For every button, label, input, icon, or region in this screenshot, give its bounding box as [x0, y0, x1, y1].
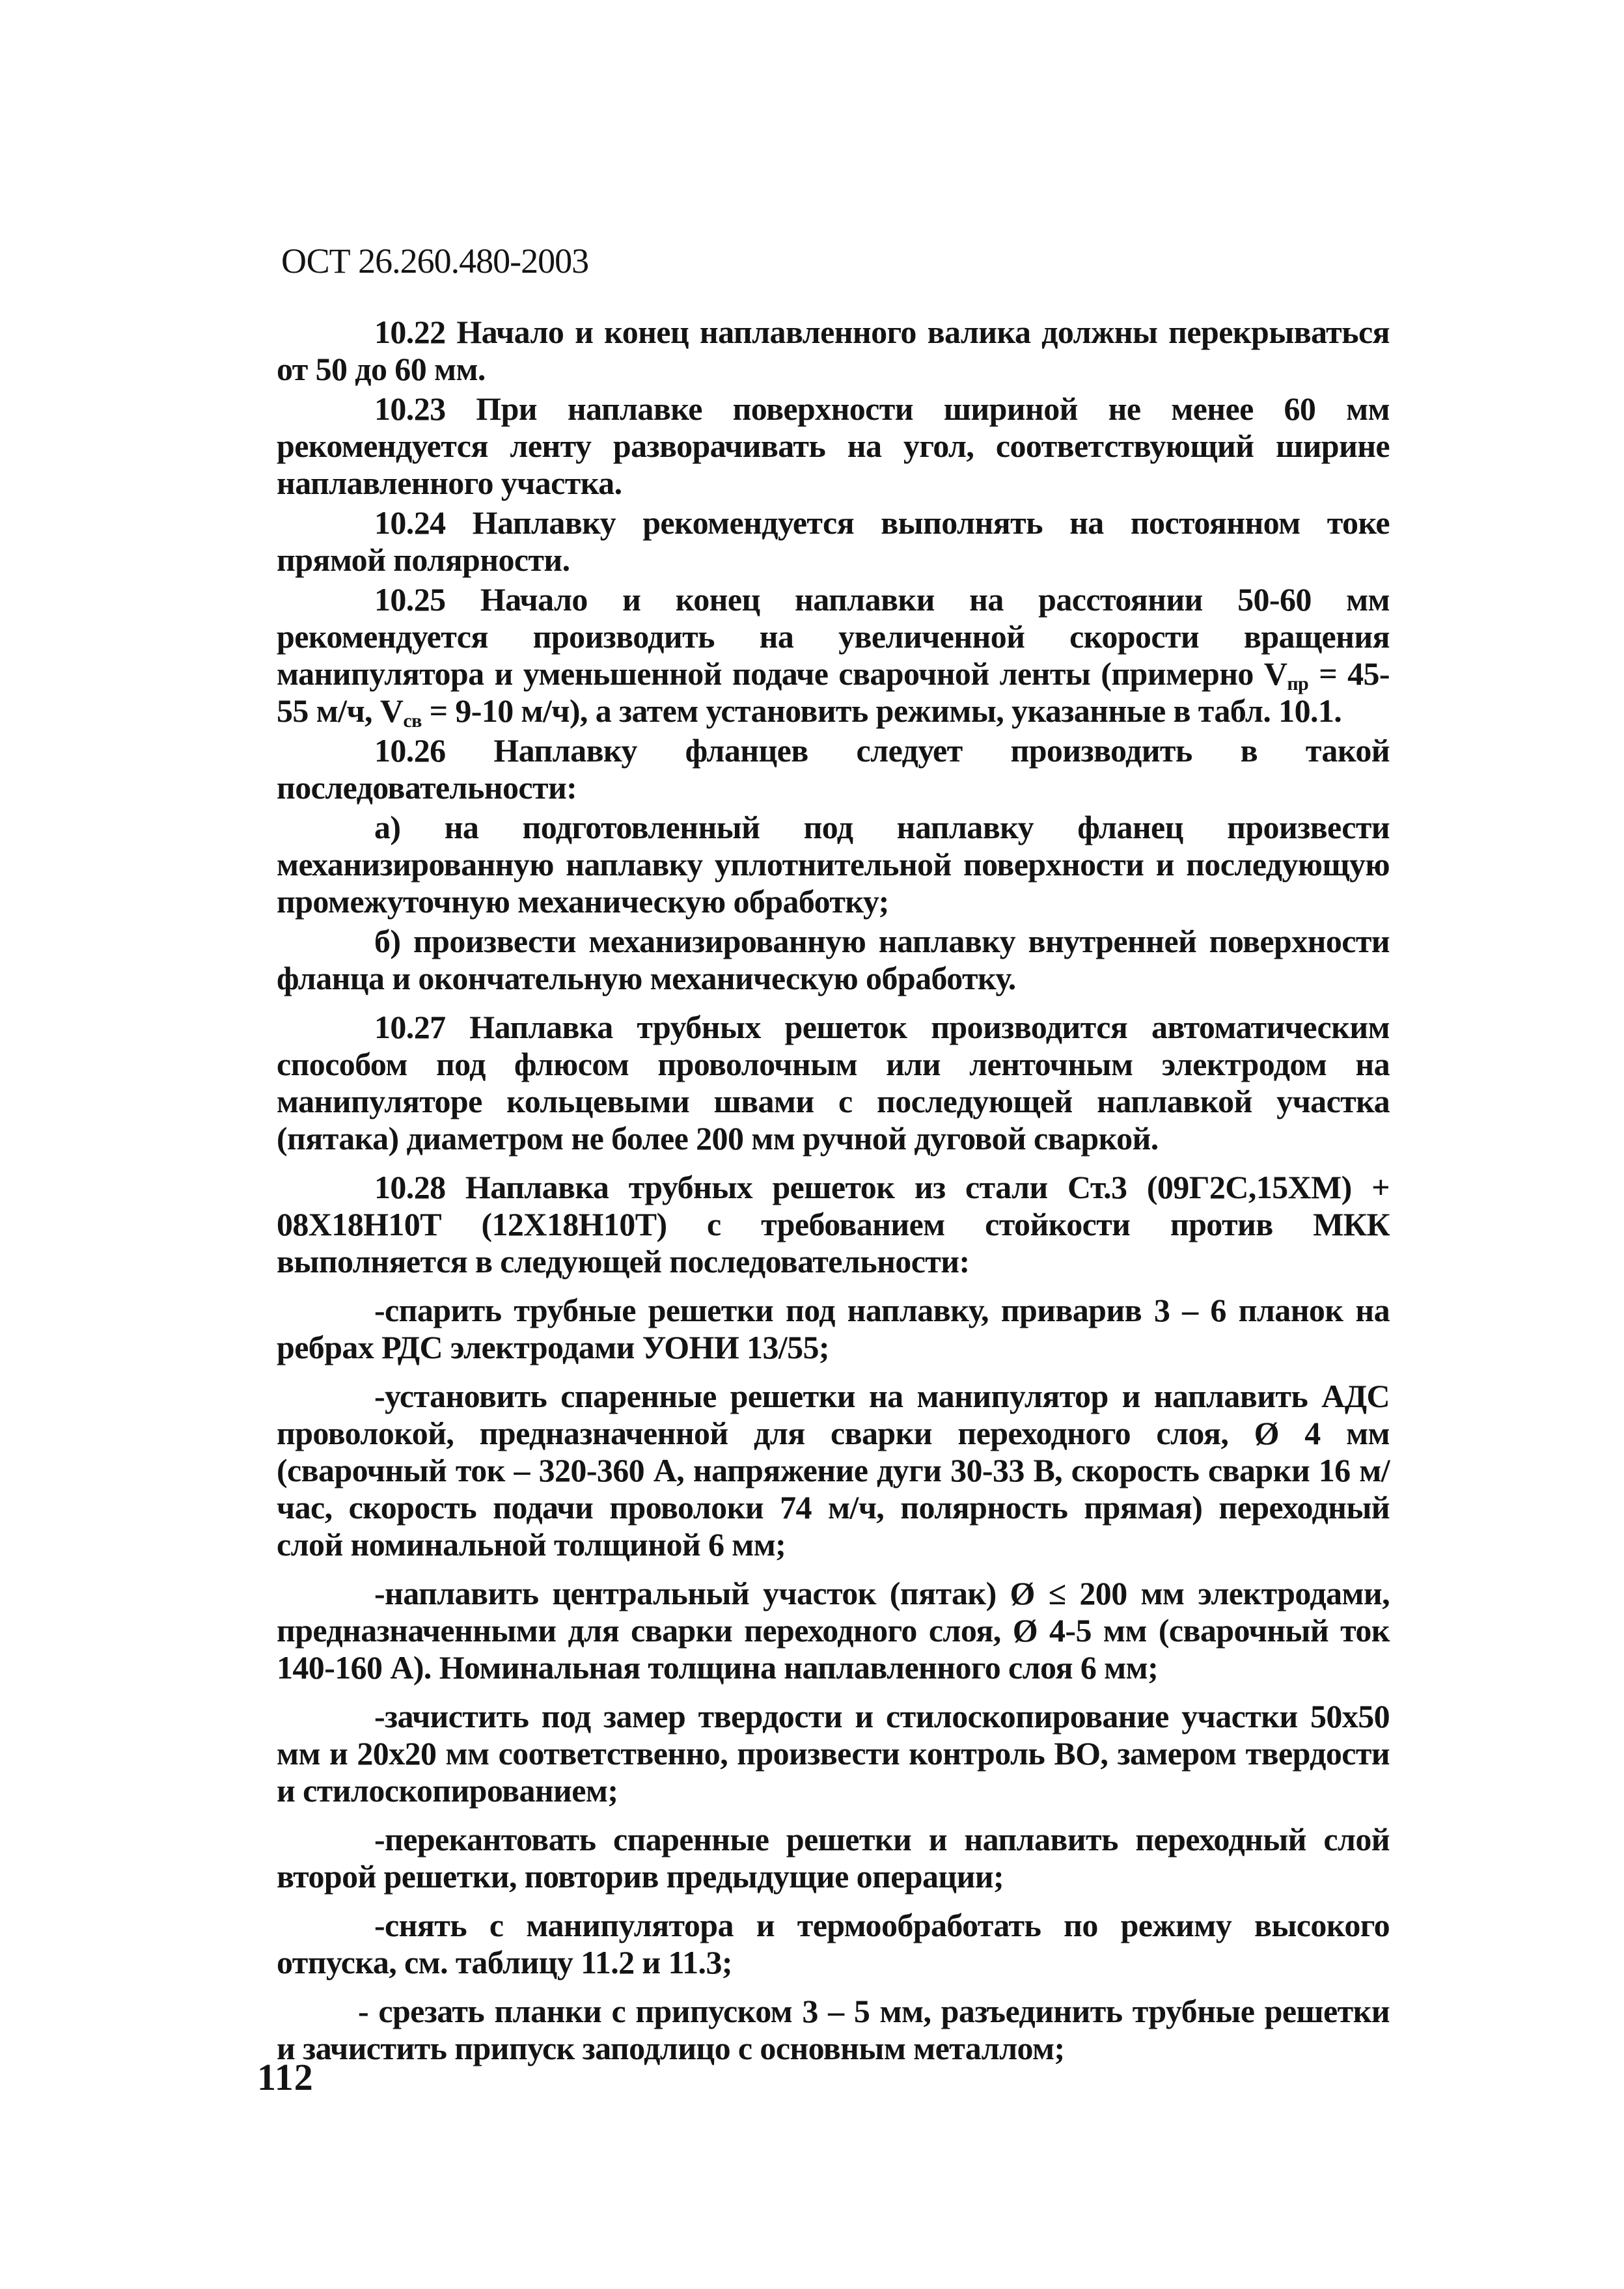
step-turn-over: -перекантовать спаренные решетки и наплавить переходный слой второй решетки, повторив предыдущие операции;: [277, 1821, 1390, 1895]
step-clad-center: -наплавить центральный участок (пятак) Ø ≤ 200 мм электродами, предназначенными для сварки переходного слоя, Ø 4-5 мм (сварочный ток 140-160 А). Номинальная толщина наплавленного слоя 6 мм;: [277, 1575, 1390, 1686]
clause-10-25-part-a: 10.25 Начало и конец наплавки на расстоянии 50-60 мм рекомендуется производить на увеличенной скорости вращения манипулятора и уменьшенной подаче сварочной ленты (примерно V: [277, 581, 1390, 692]
clause-10-23: 10.23 При наплавке поверхности шириной не менее 60 мм рекомендуется ленту разворачивать на угол, соответствующий ширине наплавленного участка.: [277, 391, 1390, 501]
clause-10-28: 10.28 Наплавка трубных решеток из стали Ст.3 (09Г2С,15ХМ) + 08Х18Н10Т (12Х18Н10Т) с требованием стойкости против МКК выполняется в следующей последовательности:: [277, 1169, 1390, 1280]
subscript-pr: пр: [1287, 673, 1309, 694]
document-code-header: ОСТ 26.260.480-2003: [281, 241, 589, 281]
page-number: 112: [257, 2056, 314, 2098]
clause-10-26: 10.26 Наплавку фланцев следует производить в такой последовательности:: [277, 732, 1390, 806]
clause-10-25-part-b: = 45-55 м/ч, V: [277, 655, 1390, 729]
document-body: [277, 314, 1390, 2070]
clause-10-27: 10.27 Наплавка трубных решеток производится автоматическим способом под флюсом проволочным или ленточным электродом на манипуляторе кольцевыми швами с последующей наплавкой участка (пятака) диаметром не более 200 мм ручной дуговой сваркой.: [277, 1009, 1390, 1157]
clause-10-24: 10.24 Наплавку рекомендуется выполнять на постоянном токе прямой полярности.: [277, 504, 1390, 578]
step-cut-strips: - срезать планки с припуском 3 – 5 мм, разъединить трубные решетки и зачистить припуск заподлицо с основным металлом;: [277, 1993, 1390, 2066]
clause-10-26-item-b: б) произвести механизированную наплавку внутренней поверхности фланца и окончательную механическую обработку.: [277, 923, 1390, 996]
step-heat-treat: -снять с манипулятора и термообработать по режиму высокого отпуска, см. таблицу 11.2 и 11.3;: [277, 1907, 1390, 1981]
clause-10-22: 10.22 Начало и конец наплавленного валика должны перекрываться от 50 до 60 мм.: [277, 314, 1390, 387]
clause-10-25: [277, 581, 1390, 730]
step-clean-and-inspect: -зачистить под замер твердости и стилоскопирование участки 50х50 мм и 20х20 мм соответственно, произвести контроль ВО, замером твердости и стилоскопированием;: [277, 1698, 1390, 1809]
clause-10-25-part-c: = 9-10 м/ч), а затем установить режимы, указанные в табл. 10.1.: [421, 692, 1342, 729]
step-pair-plates: -спарить трубные решетки под наплавку, приварив 3 – 6 планок на ребрах РДС электродами УОНИ 13/55;: [277, 1292, 1390, 1365]
step-install-and-clad: -установить спаренные решетки на манипулятор и наплавить АДС проволокой, предназначенной для сварки переходного слоя, Ø 4 мм (сварочный ток – 320-360 А, напряжение дуги 30-33 В, скорость сварки 16 м/час, скорость подачи проволоки 74 м/ч, полярность прямая) переходный слой номинальной толщиной 6 мм;: [277, 1378, 1390, 1563]
clause-10-26-item-a: а) на подготовленный под наплавку фланец произвести механизированную наплавку уплотнительной поверхности и последующую промежуточную механическую обработку;: [277, 809, 1390, 920]
subscript-sv: св: [403, 710, 422, 732]
